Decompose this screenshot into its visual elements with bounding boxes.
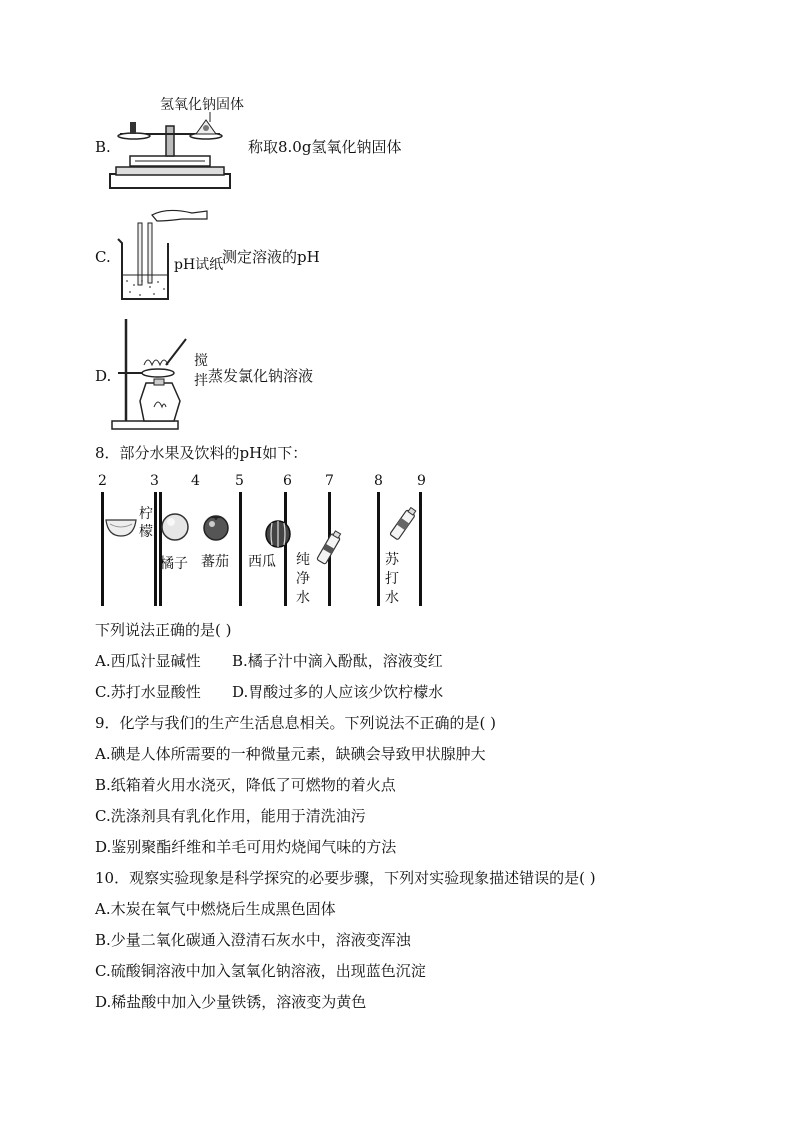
q9-option-b[interactable]: B.纸箱着火用水浇灭，降低了可燃物的着火点 <box>95 776 396 794</box>
ph-tick-6: 6 <box>283 473 292 489</box>
ph-tick-8: 8 <box>374 473 383 489</box>
soda-water-label-char-3: 水 <box>385 590 399 606</box>
q10-title: 10．观察实验现象是科学探究的必要步骤，下列对实验现象描述错误的是( ) <box>95 869 596 887</box>
q9-option-c[interactable]: C.洗涤剂具有乳化作用，能用于清洗油污 <box>95 807 366 825</box>
tomato-icon <box>201 512 231 542</box>
watermelon-label: 西瓜 <box>248 554 276 570</box>
pure-water-label-char-2: 净 <box>296 571 310 587</box>
option-b-caption: 称取8.0g氢氧化钠固体 <box>248 138 402 156</box>
ph-tick-7: 7 <box>325 473 334 489</box>
ph-strip-label: pH试纸 <box>174 257 224 273</box>
watermelon-icon <box>264 519 292 549</box>
lemon-label-char-2: 檬 <box>139 524 153 540</box>
soda-water-label-char-2: 打 <box>385 571 399 587</box>
option-c-letter: C. <box>95 248 111 266</box>
pure-water-bottle-icon <box>316 528 342 568</box>
q8-stem: 下列说法正确的是( ) <box>95 621 232 639</box>
option-c-caption: 测定溶液的pH <box>222 248 320 266</box>
ph-tick-9: 9 <box>417 473 426 489</box>
q8-option-c[interactable]: C.苏打水显酸性 <box>95 683 201 701</box>
soda-water-label-char-1: 苏 <box>385 552 399 568</box>
tomato-label: 蕃茄 <box>201 554 229 570</box>
orange-label: 橘子 <box>160 556 188 572</box>
q9-option-d[interactable]: D.鉴别聚酯纤维和羊毛可用灼烧闻气味的方法 <box>95 838 397 856</box>
stir-label-char-1: 搅 <box>194 353 208 369</box>
ph-test-illustration <box>112 207 222 302</box>
option-b-letter: B. <box>95 138 111 156</box>
q10-option-b[interactable]: B.少量二氧化碳通入澄清石灰水中，溶液变浑浊 <box>95 931 411 949</box>
q10-option-a[interactable]: A.木炭在氧气中燃烧后生成黑色固体 <box>95 900 336 918</box>
pure-water-label-char-1: 纯 <box>296 552 310 568</box>
q9-option-a[interactable]: A.碘是人体所需要的一种微量元素，缺碘会导致甲状腺肿大 <box>95 745 486 763</box>
option-d-caption: 蒸发氯化钠溶液 <box>208 367 314 385</box>
q10-option-c[interactable]: C.硫酸铜溶液中加入氢氧化钠溶液，出现蓝色沉淀 <box>95 962 426 980</box>
balance-illustration <box>110 112 240 192</box>
q8-option-b[interactable]: B.橘子汁中滴入酚酞，溶液变红 <box>232 652 443 670</box>
pure-water-label-char-3: 水 <box>296 590 310 606</box>
balance-above-label: 氢氧化钠固体 <box>160 97 244 113</box>
q8-option-a[interactable]: A.西瓜汁显碱性 <box>95 652 201 670</box>
option-d-letter: D. <box>95 367 112 385</box>
ph-tick-4: 4 <box>191 473 200 489</box>
q8-option-d[interactable]: D.胃酸过多的人应该少饮柠檬水 <box>232 683 444 701</box>
orange-icon <box>160 512 190 542</box>
ph-tick-2: 2 <box>98 473 107 489</box>
stir-label-char-2: 拌 <box>194 373 208 389</box>
q10-option-d[interactable]: D.稀盐酸中加入少量铁锈，溶液变为黄色 <box>95 993 367 1011</box>
lemon-label-char-1: 柠 <box>139 506 153 522</box>
lemon-icon <box>104 516 138 540</box>
q8-title: 8．部分水果及饮料的pH如下： <box>95 444 308 462</box>
soda-water-bottle-icon <box>388 504 418 544</box>
q9-title: 9．化学与我们的生产生活息息相关。下列说法不正确的是( ) <box>95 714 497 732</box>
ph-tick-5: 5 <box>235 473 244 489</box>
ph-tick-3: 3 <box>150 473 159 489</box>
